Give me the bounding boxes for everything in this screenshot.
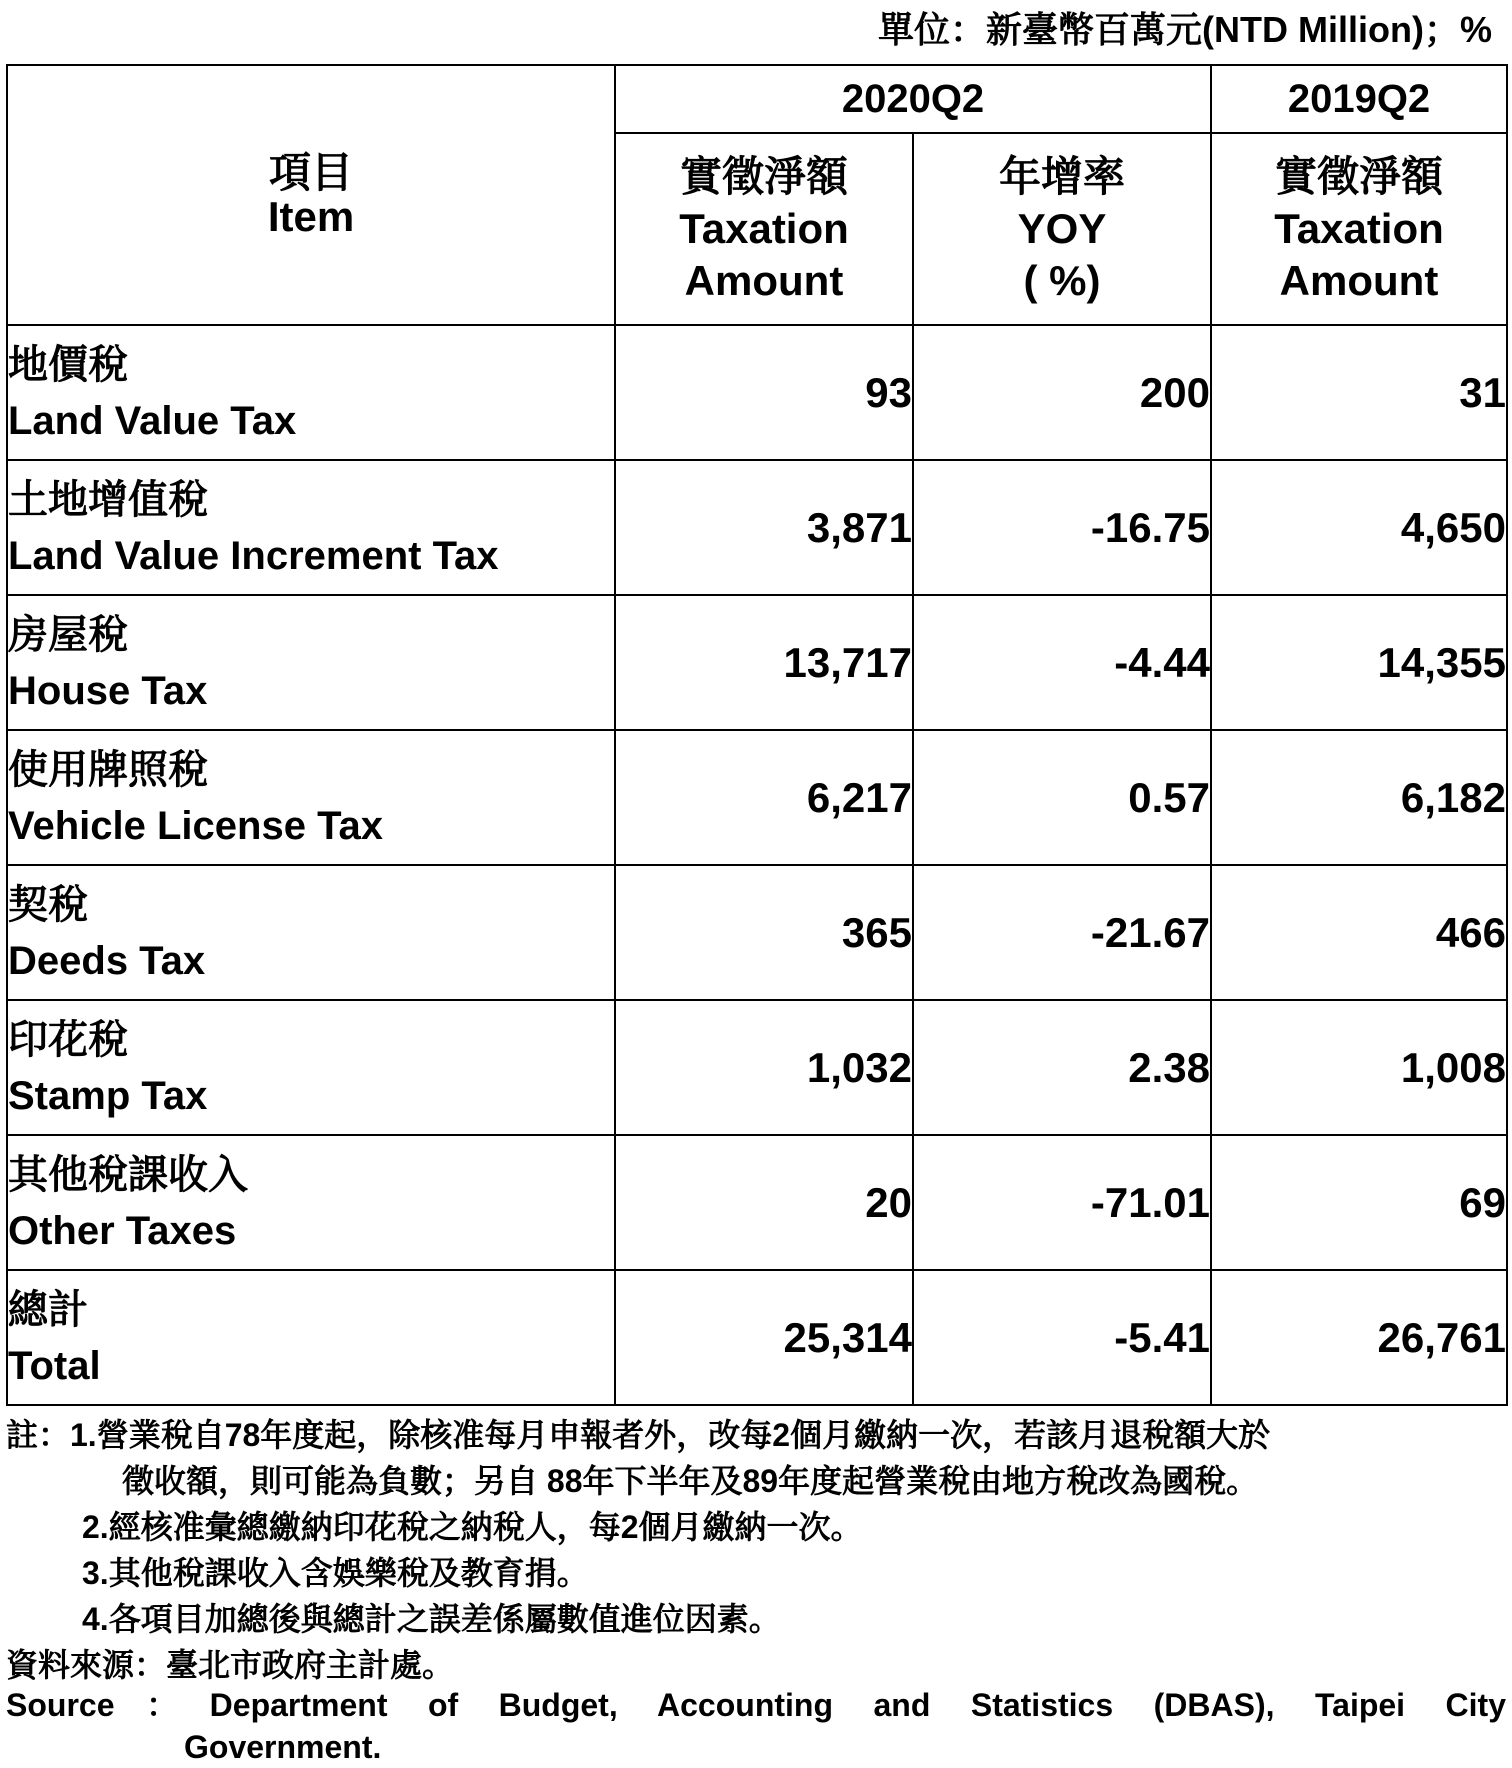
amount-2019-header-zh: 實徵淨額 [1274,153,1443,200]
yoy-cell: -71.01 [913,1135,1211,1270]
table-row [7,460,1507,595]
amount-2019-cell: 4,650 [1211,460,1507,595]
yoy-header-en2: ( %) [1023,257,1101,304]
row-item-name [7,325,615,460]
note-1-line-2: 徵收額，則可能為負數；另自 88年下半年及89年度起營業稅由地方稅改為國稅。 [122,1463,1259,1499]
footnotes [6,1412,1506,1688]
yoy-cell: 2.38 [913,1000,1211,1135]
row-item-zh: 使用牌照稅 [8,747,208,792]
source-en [6,1684,1506,1768]
amount-2020-cell: 13,717 [615,595,913,730]
amount-2020-cell: 20 [615,1135,913,1270]
total-row [7,1270,1507,1405]
note-4: 4.各項目加總後與總計之誤差係屬數值進位因素。 [82,1601,781,1637]
amount-2019-header-en1: Taxation [1274,205,1444,252]
table-row [7,730,1507,865]
row-item-en: Land Value Increment Tax [8,533,499,578]
yoy-header-en1: YOY [1017,205,1107,252]
row-item-zh: 契稅 [8,882,88,927]
amount-2020-cell: 3,871 [615,460,913,595]
tax-revenue-table [6,64,1508,1406]
yoy-cell: -16.75 [913,460,1211,595]
source-en-line-1: Source：Department of Budget, Accounting and Statistics (DBAS), Taipei City [6,1687,1506,1723]
row-item-name [7,730,615,865]
amount-2019-cell: 466 [1211,865,1507,1000]
row-item-zh: 總計 [8,1287,88,1332]
amount-2020-cell: 25,314 [615,1270,913,1405]
item-header-zh: 項目 [268,149,353,196]
amount-2019-cell: 69 [1211,1135,1507,1270]
amount-2019-header [1211,133,1507,325]
amount-2019-cell: 31 [1211,325,1507,460]
item-column-header [7,65,615,325]
row-item-name [7,1270,615,1405]
amount-2020-header-en2: Amount [684,257,844,304]
item-header-en: Item [267,193,355,240]
yoy-cell: 0.57 [913,730,1211,865]
yoy-cell: -4.44 [913,595,1211,730]
amount-2019-cell: 6,182 [1211,730,1507,865]
unit-label: 單位：新臺幣百萬元(NTD Million)；% [878,9,1492,50]
yoy-cell: -5.41 [913,1270,1211,1405]
amount-2019-header-en2: Amount [1279,257,1439,304]
amount-2020-cell: 6,217 [615,730,913,865]
row-item-en: Land Value Tax [8,398,297,443]
amount-2020-cell: 93 [615,325,913,460]
row-item-zh: 房屋稅 [8,612,128,657]
row-item-zh: 印花稅 [8,1017,128,1062]
row-item-zh: 地價稅 [8,342,128,387]
amount-2019-cell: 14,355 [1211,595,1507,730]
note-2: 2.經核准彙總繳納印花稅之納稅人，每2個月繳納一次。 [82,1509,863,1545]
table-row [7,325,1507,460]
note-3: 3.其他稅課收入含娛樂稅及教育捐。 [82,1555,589,1591]
amount-2019-cell: 1,008 [1211,1000,1507,1135]
table-row [7,1135,1507,1270]
amount-2020-header [615,133,913,325]
amount-2020-cell: 365 [615,865,913,1000]
row-item-name [7,865,615,1000]
yoy-header-zh: 年增率 [998,153,1125,200]
table-row [7,865,1507,1000]
period-header-2020: 2020Q2 [615,65,1211,133]
yoy-header [913,133,1211,325]
table-row [7,1000,1507,1135]
row-item-name [7,1000,615,1135]
row-item-en: Total [8,1343,101,1388]
row-item-zh: 其他稅課收入 [8,1152,248,1197]
row-item-en: Vehicle License Tax [8,803,384,848]
note-1-line-1: 註：1.營業稅自78年度起，除核准每月申報者外，改每2個月繳納一次，若該月退稅額大於 [6,1417,1271,1453]
row-item-en: Deeds Tax [8,938,206,983]
row-item-en: House Tax [8,668,208,713]
amount-2019-cell: 26,761 [1211,1270,1507,1405]
row-item-en: Stamp Tax [8,1073,208,1118]
amount-2020-header-zh: 實徵淨額 [679,153,848,200]
period-header-2019: 2019Q2 [1211,65,1507,133]
table-row [7,595,1507,730]
row-item-en: Other Taxes [8,1208,237,1253]
yoy-cell: 200 [913,325,1211,460]
row-item-name [7,460,615,595]
row-item-name [7,595,615,730]
row-item-name [7,1135,615,1270]
yoy-cell: -21.67 [913,865,1211,1000]
amount-2020-cell: 1,032 [615,1000,913,1135]
source-en-line-2: Government. [184,1729,382,1765]
source-zh: 資料來源：臺北市政府主計處。 [6,1647,455,1683]
row-item-zh: 土地增值稅 [8,477,208,522]
amount-2020-header-en1: Taxation [679,205,849,252]
